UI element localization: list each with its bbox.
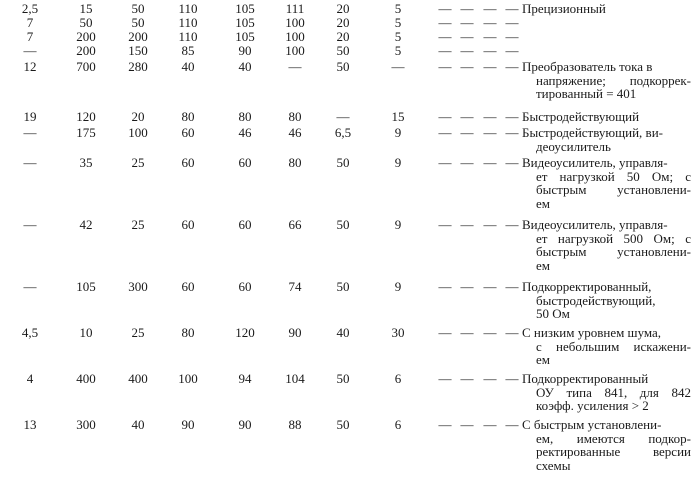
dash-cell: —	[460, 371, 474, 386]
dash-cell: —	[438, 1, 452, 16]
table-cell: 110	[178, 29, 198, 44]
table-cell: 6,5	[334, 125, 352, 140]
dash-cell: —	[505, 125, 519, 140]
table-cell: 300	[128, 279, 148, 294]
dash-cell: —	[483, 125, 497, 140]
table-cell: 100	[128, 125, 148, 140]
table-cell: 40	[238, 59, 252, 74]
table-cell: 50	[131, 1, 145, 16]
dash-cell: —	[438, 43, 452, 58]
note-line: с небольшим искажени-	[536, 338, 691, 354]
dash-cell: —	[505, 279, 519, 294]
dash-cell: —	[460, 109, 474, 124]
table-cell: —	[336, 109, 350, 124]
table-cell: 13	[23, 417, 37, 432]
table-cell: 80	[181, 325, 195, 340]
note-line: ет нагрузкой 50 Ом; с	[536, 168, 691, 184]
table-cell: 100	[285, 43, 305, 58]
table-cell: 110	[178, 15, 198, 30]
note-cell	[522, 126, 697, 153]
note-cell	[522, 156, 697, 210]
table-cell: 105	[235, 29, 255, 44]
table-cell: 80	[288, 109, 302, 124]
note-cell	[522, 2, 697, 16]
table-cell: 200	[76, 43, 96, 58]
table-cell: 60	[181, 125, 195, 140]
dash-cell: —	[505, 1, 519, 16]
table-cell: —	[391, 59, 405, 74]
table-cell: 5	[394, 1, 402, 16]
dash-cell: —	[505, 29, 519, 44]
table-cell: 50	[336, 59, 350, 74]
table-cell: —	[23, 43, 37, 58]
table-cell: 100	[178, 371, 198, 386]
note-line: ем, имеются подкор-	[536, 430, 691, 446]
table-cell: 88	[288, 417, 302, 432]
dash-cell: —	[460, 29, 474, 44]
note-line: быстрым установлени-	[536, 244, 691, 259]
dash-cell: —	[438, 417, 452, 432]
note-line: коэфф. усиления > 2	[536, 398, 649, 413]
table-cell: 60	[238, 217, 252, 232]
dash-cell: —	[460, 279, 474, 294]
dash-cell: —	[460, 325, 474, 340]
note-line: Быстродействующий, ви-	[522, 125, 663, 140]
dash-cell: —	[460, 1, 474, 16]
table-cell: 9	[394, 155, 402, 170]
table-cell: 400	[76, 371, 96, 386]
table-cell: 400	[128, 371, 148, 386]
table-cell: 105	[235, 1, 255, 16]
table-cell: 50	[336, 279, 350, 294]
note-line: быстрым установлени-	[536, 182, 691, 197]
table-cell: 200	[128, 29, 148, 44]
note-line: ректированные версии	[536, 444, 691, 459]
table-cell: 12	[23, 59, 37, 74]
dash-cell: —	[483, 59, 497, 74]
table-cell: 60	[181, 279, 195, 294]
table-cell: 120	[76, 109, 96, 124]
note-line: ем	[536, 195, 550, 211]
table-cell: 5	[394, 15, 402, 30]
note-line: тированный = 401	[536, 86, 637, 101]
table-cell: 20	[336, 15, 350, 30]
dash-cell: —	[460, 155, 474, 170]
table-cell: 10	[79, 325, 93, 340]
dash-cell: —	[460, 125, 474, 140]
table-cell: —	[288, 59, 302, 74]
table-cell: 35	[79, 155, 93, 170]
table-cell: 50	[336, 43, 350, 58]
note-line: Видеоусилитель, управля-	[522, 217, 668, 232]
table-cell: 50	[336, 217, 350, 232]
table-cell: 46	[238, 125, 252, 140]
table-cell: 20	[131, 109, 145, 124]
table-cell: 80	[288, 155, 302, 170]
dash-cell: —	[438, 125, 452, 140]
table-cell: 9	[394, 125, 402, 140]
dash-cell: —	[505, 371, 519, 386]
dash-cell: —	[460, 417, 474, 432]
table-cell: 120	[235, 325, 255, 340]
note-cell	[522, 110, 697, 124]
table-cell: 60	[238, 279, 252, 294]
table-cell: 6	[394, 371, 402, 386]
table-cell: 90	[238, 43, 252, 58]
table-cell: 40	[336, 325, 350, 340]
note-line: Преобразователь тока в	[522, 59, 653, 74]
note-line: Быстродействующий	[522, 109, 640, 124]
table-cell: 7	[26, 15, 34, 30]
dash-cell: —	[505, 15, 519, 30]
table-cell: 700	[76, 59, 96, 74]
dash-cell: —	[483, 417, 497, 432]
note-line: Подкорректированный	[522, 371, 649, 386]
dash-cell: —	[505, 217, 519, 232]
dash-cell: —	[438, 217, 452, 232]
note-line: 50 Ом	[536, 306, 570, 321]
table-cell: 2,5	[21, 1, 39, 16]
dash-cell: —	[483, 325, 497, 340]
table-cell: 20	[336, 29, 350, 44]
dash-cell: —	[505, 325, 519, 340]
table-cell: —	[23, 217, 37, 232]
table-cell: 19	[23, 109, 37, 124]
table-cell: 150	[128, 43, 148, 58]
dash-cell: —	[483, 155, 497, 170]
table-cell: 280	[128, 59, 148, 74]
table-cell: 100	[285, 29, 305, 44]
table-cell: 7	[26, 29, 34, 44]
table-cell: 110	[178, 1, 198, 16]
dash-cell: —	[438, 59, 452, 74]
table-cell: 25	[131, 217, 145, 232]
table-cell: 111	[285, 1, 305, 16]
table-cell: 50	[336, 155, 350, 170]
table-cell: 80	[238, 109, 252, 124]
table-cell: 25	[131, 155, 145, 170]
note-line: ем	[536, 257, 550, 273]
table-cell: 46	[288, 125, 302, 140]
note-line: ОУ типа 841, для 842	[536, 384, 691, 400]
table-cell: 90	[181, 417, 195, 432]
note-cell	[522, 372, 697, 413]
table-cell: 105	[76, 279, 96, 294]
table-cell: 5	[394, 29, 402, 44]
table-cell: 6	[394, 417, 402, 432]
dash-cell: —	[438, 29, 452, 44]
dash-cell: —	[438, 155, 452, 170]
table-cell: 50	[336, 417, 350, 432]
dash-cell: —	[438, 109, 452, 124]
dash-cell: —	[460, 217, 474, 232]
table-cell: 40	[131, 417, 145, 432]
note-line: С низким уровнем шума,	[522, 325, 662, 340]
note-line: деоусилитель	[536, 138, 611, 154]
table-cell: 4	[26, 371, 34, 386]
dash-cell: —	[438, 15, 452, 30]
table-cell: 74	[288, 279, 302, 294]
dash-cell: —	[460, 43, 474, 58]
table-cell: 105	[235, 15, 255, 30]
dash-cell: —	[483, 15, 497, 30]
table-cell: 80	[181, 109, 195, 124]
table-cell: 4,5	[21, 325, 39, 340]
table-cell: —	[23, 155, 37, 170]
table-cell: 90	[288, 325, 302, 340]
note-cell	[522, 218, 697, 272]
table-cell: 300	[76, 417, 96, 432]
table-cell: —	[23, 279, 37, 294]
note-cell	[522, 418, 697, 472]
table-cell: 9	[394, 217, 402, 232]
dash-cell: —	[483, 1, 497, 16]
note-line: Прецизионный	[522, 1, 606, 16]
table-cell: 5	[394, 43, 402, 58]
table-cell: 60	[181, 217, 195, 232]
table-cell: 200	[76, 29, 96, 44]
note-cell	[522, 326, 697, 367]
table-cell: 20	[336, 1, 350, 16]
note-line: С быстрым установлени-	[522, 417, 662, 432]
table-cell: 15	[391, 109, 405, 124]
table-cell: 60	[181, 155, 195, 170]
dash-cell: —	[505, 155, 519, 170]
note-line: Видеоусилитель, управля-	[522, 155, 668, 170]
table-cell: 50	[131, 15, 145, 30]
note-line: ет нагрузкой 500 Ом; с	[536, 230, 691, 246]
table-cell: 94	[238, 371, 252, 386]
dash-cell: —	[483, 109, 497, 124]
note-line: Подкорректированный,	[522, 279, 652, 294]
dash-cell: —	[505, 417, 519, 432]
note-cell	[522, 60, 697, 101]
table-cell: 30	[391, 325, 405, 340]
dash-cell: —	[483, 279, 497, 294]
table-cell: 50	[79, 15, 93, 30]
note-line: схемы	[536, 457, 571, 473]
table-cell: 104	[285, 371, 305, 386]
table-cell: 50	[336, 371, 350, 386]
table-cell: 90	[238, 417, 252, 432]
dash-cell: —	[505, 109, 519, 124]
table-cell: 15	[79, 1, 93, 16]
dash-cell: —	[505, 43, 519, 58]
table-cell: 100	[285, 15, 305, 30]
dash-cell: —	[460, 15, 474, 30]
table-cell: 9	[394, 279, 402, 294]
dash-cell: —	[483, 43, 497, 58]
table-cell: 42	[79, 217, 93, 232]
dash-cell: —	[483, 371, 497, 386]
note-line: ем	[536, 352, 550, 367]
dash-cell: —	[483, 29, 497, 44]
dash-cell: —	[438, 325, 452, 340]
dash-cell: —	[483, 217, 497, 232]
table-cell: 66	[288, 217, 302, 232]
note-line: напряжение; подкоррек-	[536, 72, 691, 88]
note-line: быстродействующий,	[536, 292, 656, 308]
table-cell: —	[23, 125, 37, 140]
dash-cell: —	[438, 371, 452, 386]
table-cell: 25	[131, 325, 145, 340]
table-cell: 85	[181, 43, 195, 58]
dash-cell: —	[505, 59, 519, 74]
table-cell: 40	[181, 59, 195, 74]
table-cell: 175	[76, 125, 96, 140]
dash-cell: —	[438, 279, 452, 294]
note-cell	[522, 280, 697, 321]
table-cell: 60	[238, 155, 252, 170]
dash-cell: —	[460, 59, 474, 74]
